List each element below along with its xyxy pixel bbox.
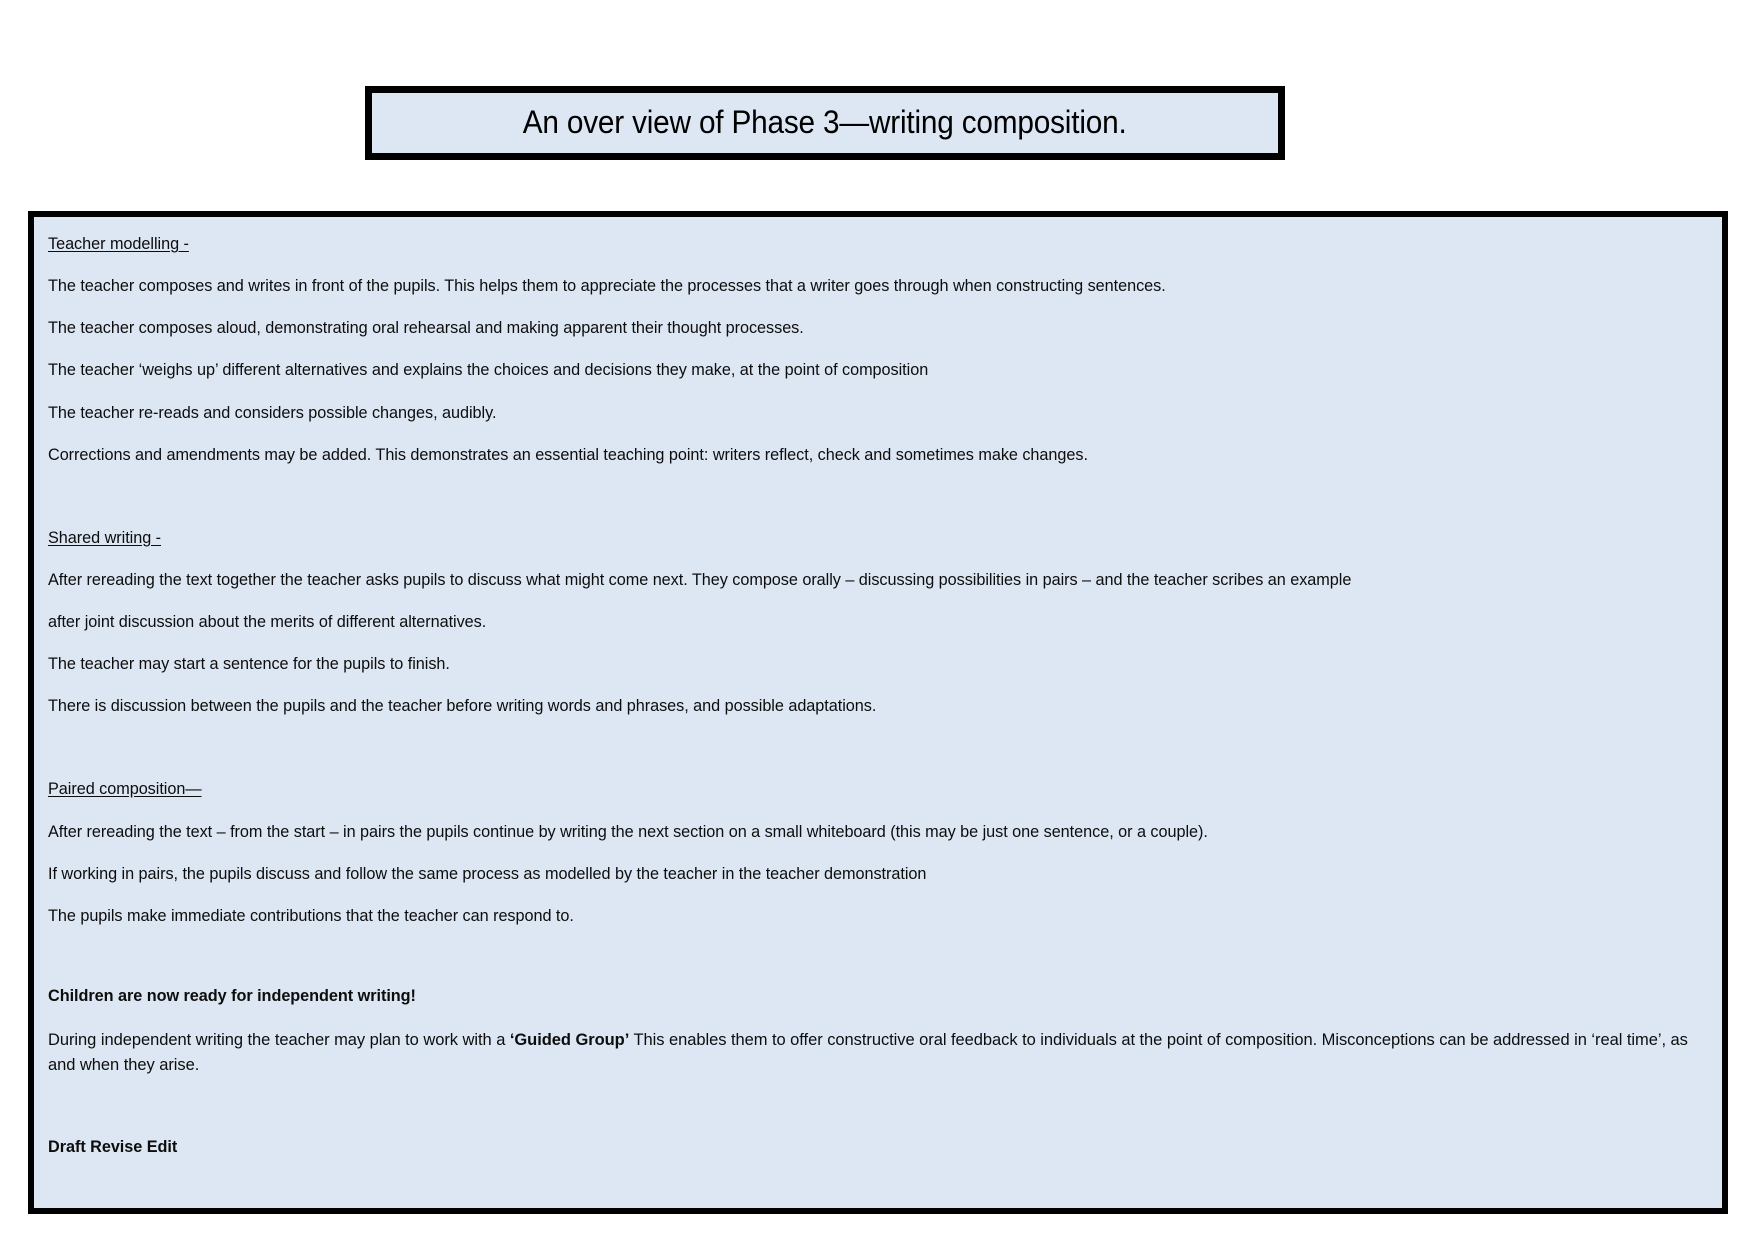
section-line: There is discussion between the pupils and the teacher before writing words and phrases, and possible adaptations.: [48, 697, 877, 716]
section-line: The teacher ‘weighs up’ different alternatives and explains the choices and decisions they make, at the point of composition: [48, 361, 929, 380]
section-heading-shared-writing: Shared writing -: [48, 528, 162, 547]
section-line: The teacher composes aloud, demonstrating oral rehearsal and making apparent their thought processes.: [48, 319, 804, 338]
guided-group-emphasis: ‘Guided Group’: [509, 1031, 630, 1049]
section-line: The teacher composes and writes in front of the pupils. This helps them to appreciate the processes that a writer goes through when constructing sentences.: [48, 277, 1166, 296]
section-gap: [48, 487, 1700, 528]
guided-group-text-before: During independent writing the teacher may plan to work with a: [48, 1031, 510, 1049]
section-gap: [48, 738, 1700, 779]
section-line: The pupils make immediate contributions that the teacher can respond to.: [48, 906, 574, 925]
section-line: If working in pairs, the pupils discuss and follow the same process as modelled by the teacher in the teacher demonstration: [48, 864, 927, 883]
section-line: After rereading the text – from the start – in pairs the pupils continue by writing the next section on a small whiteboard (this may be just one sentence, or a couple).: [48, 822, 1208, 841]
section-line: Corrections and amendments may be added. This demonstrates an essential teaching point: writers reflect, check and sometimes make changes.: [48, 445, 1088, 464]
section-line: The teacher re-reads and considers possible changes, audibly.: [48, 403, 497, 422]
section-heading-teacher-modelling: Teacher modelling -: [48, 235, 189, 253]
overview-content-panel: [28, 211, 1728, 1214]
title-box: [365, 86, 1285, 160]
draft-revise-edit-footer: Draft Revise Edit: [48, 1138, 178, 1157]
guided-group-text-after: This enables them to offer constructive oral feedback to individuals at the point of composition. Misconceptions can be addressed in ‘real time’, as and when they arise.: [48, 1031, 1688, 1075]
section-gap: [48, 948, 1700, 986]
section-heading-paired-composition: Paired composition—: [48, 780, 202, 799]
section-gap: [48, 1099, 1700, 1137]
ready-for-independent-writing-heading: Children are now ready for independent writing!: [48, 986, 416, 1005]
page-title: An over view of Phase 3—writing composition.: [523, 104, 1127, 141]
section-line: After rereading the text together the teacher asks pupils to discuss what might come next. They compose orally – discussing possibilities in pairs – and the teacher scribes an example: [48, 570, 1352, 589]
guided-group-paragraph: [48, 1028, 1700, 1078]
section-line: after joint discussion about the merits of different alternatives.: [48, 613, 487, 631]
section-line: The teacher may start a sentence for the pupils to finish.: [48, 655, 450, 674]
